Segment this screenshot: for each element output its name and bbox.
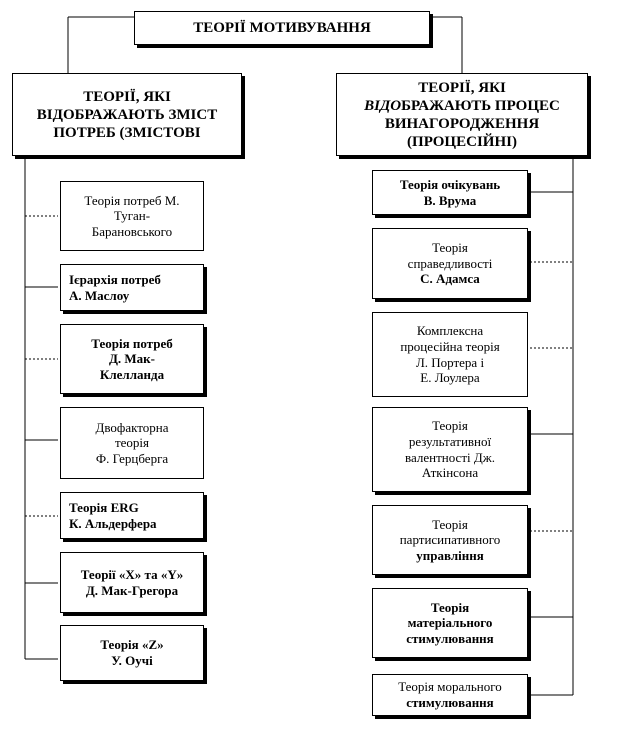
theory-line: управління [416, 547, 484, 563]
theory-line: Аткінсона [421, 465, 479, 481]
theory-box-alderfer [60, 492, 204, 539]
theory-line: Теорія потреб [91, 335, 173, 351]
theory-line: валентності Дж. [405, 449, 495, 465]
theory-line: Ієрархія потреб [69, 271, 161, 287]
process-theories-header [336, 73, 588, 156]
theory-line: Теорія очікувань [399, 176, 501, 192]
theory-line: Теорія ERG [69, 499, 139, 515]
theory-line: Теорія [432, 240, 468, 256]
theory-line: Теорія [432, 418, 468, 434]
theory-line: Д. Мак-Грегора [85, 582, 179, 598]
theory-line: А. Маслоу [69, 287, 130, 303]
theory-line: У. Оучі [111, 653, 153, 668]
theory-box-maslow [60, 264, 204, 311]
theory-line: Теорія [430, 599, 470, 615]
theory-box-adams [372, 228, 528, 299]
theory-line: К. Альдерфера [69, 515, 157, 531]
theory-line: Комплексна [416, 323, 484, 339]
theory-line: С. Адамса [420, 271, 480, 287]
right-header-line: ВИНАГОРОДЖЕННЯ [384, 115, 540, 132]
root-title: ТЕОРІЇ МОТИВУВАННЯ [193, 20, 371, 36]
theory-box-tugan-baranovsky [60, 181, 204, 251]
theory-box-vroom [372, 170, 528, 215]
left-header-line: ТЕОРІЇ, ЯКІ [83, 88, 171, 105]
theory-line: результативної [408, 433, 492, 449]
theory-line: теорія [114, 435, 150, 451]
theory-box-ouchi [60, 625, 204, 681]
theory-line: процесійна теорія [400, 338, 500, 354]
theory-line: Барановського [91, 223, 173, 239]
left-header-line: ВІДОБРАЖАЮТЬ ЗМІСТ [36, 106, 218, 123]
theory-box-moral-incentives [372, 674, 528, 716]
theory-line: Клелланда [99, 366, 165, 382]
theory-line: В. Врума [423, 192, 477, 208]
theory-line: Теорії «X» та «Y» [80, 566, 184, 582]
content-theories-header [12, 73, 242, 156]
theory-line: партисипативного [399, 532, 501, 548]
theory-line: Двофакторна [95, 419, 169, 435]
right-header-line: (ПРОЦЕСІЙНІ) [407, 133, 517, 150]
theory-box-herzberg [60, 407, 204, 479]
theory-box-mcclelland [60, 324, 204, 394]
theory-box-participative [372, 505, 528, 575]
theory-line: матеріального [407, 615, 493, 631]
right-header-line: ТЕОРІЇ, ЯКІ [418, 79, 506, 96]
theory-box-atkinson [372, 407, 528, 492]
left-header-line: ПОТРЕБ (ЗМІСТОВІ [53, 124, 201, 141]
theory-box-material-incentives [372, 588, 528, 658]
theory-line: стимулювання [406, 695, 494, 710]
right-header-italic: ВІДО [364, 97, 402, 114]
theory-line: стимулювання [406, 630, 494, 646]
theory-line: Ф. Герцберга [95, 450, 169, 466]
theory-line: Теорія морального [398, 679, 502, 695]
right-header-line [364, 97, 560, 115]
theory-line: Е. Лоулера [420, 370, 480, 386]
theory-line: Теорія «Z» [100, 637, 164, 653]
theory-line: Туган- [113, 208, 151, 224]
right-header-rest: БРАЖАЮТЬ ПРОЦЕС [401, 97, 560, 114]
theory-line: Теорія [432, 516, 468, 532]
theory-box-mcgregor [60, 552, 204, 613]
theory-line: справедливості [407, 255, 493, 271]
theory-line: Л. Портера і [415, 354, 485, 370]
root-node [134, 11, 430, 45]
theory-line: Теорія потреб М. [84, 192, 180, 208]
theory-line: Д. Мак- [108, 351, 156, 367]
theory-box-porter-lawler [372, 312, 528, 397]
